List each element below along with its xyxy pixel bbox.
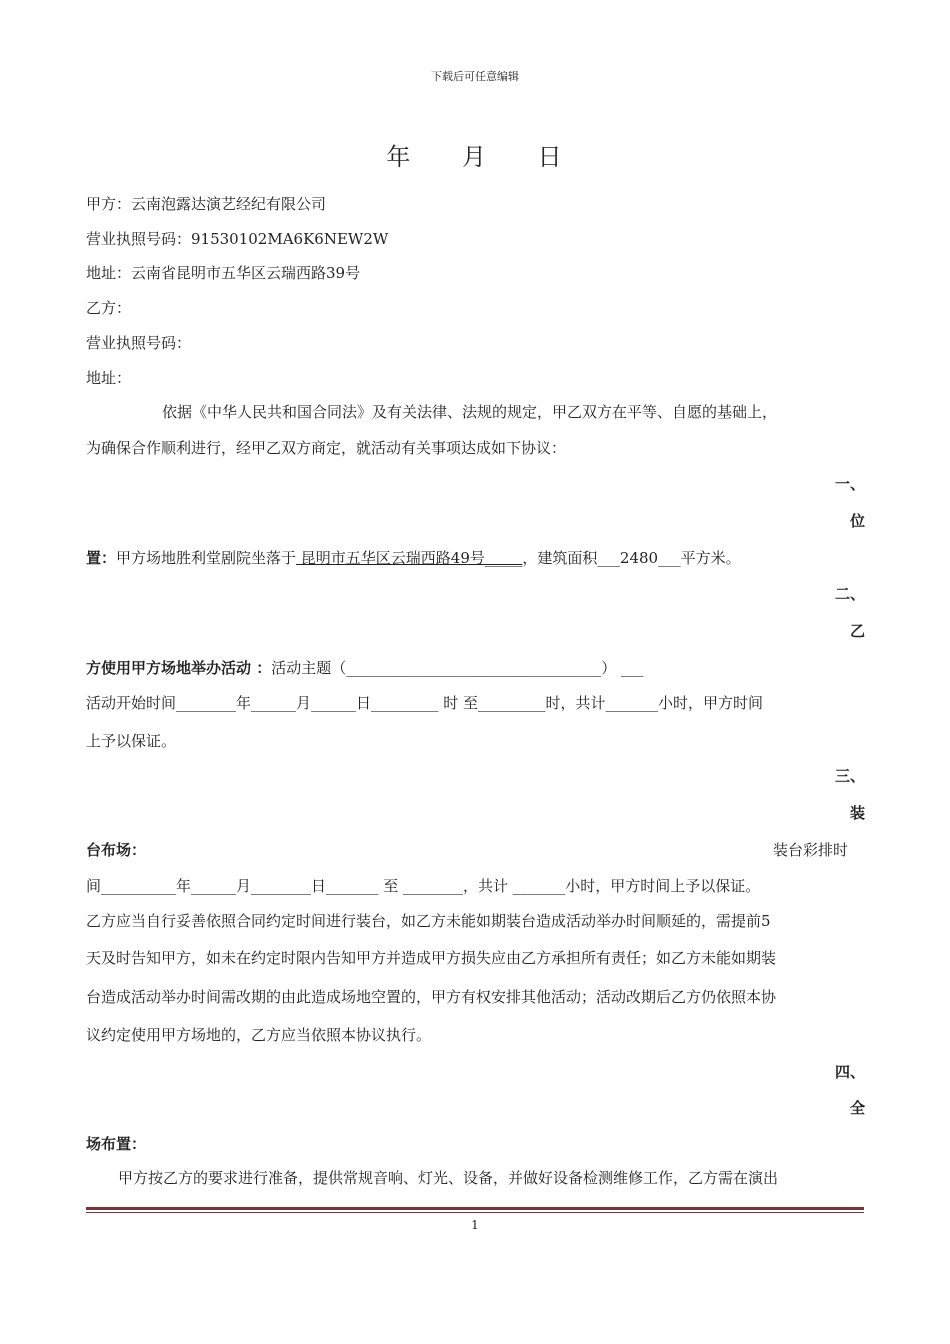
section-3-rehearsal-label: 装台彩排时 [772,841,848,859]
section-1-number: 一、 [834,475,865,493]
page-header-note: 下载后可任意编辑 [431,70,519,83]
section-4-heading: 场布置： [86,1135,147,1153]
intro-line-1: 依据《中华人民共和国合同法》及有关法律、法规的规定，甲乙双方在平等、自愿的基础上， [162,403,778,421]
footer-rule-thick [86,1207,864,1210]
section-3-line-2: 乙方应当自行妥善依照合同约定时间进行装台，如乙方未能如期装台造成活动举办时间顺延的，需提前5 [86,912,771,930]
section-1-location: 昆明市五华区云瑞西路49号_____ [296,549,523,567]
title-month: 月 [462,143,488,171]
section-1-text-c: 平方米。 [680,549,741,567]
party-a-license: 营业执照号码：91530102MA6K6NEW2W [86,230,389,248]
section-3-char: 装 [849,804,865,822]
section-2-number: 二、 [834,585,865,603]
section-1-text-a: 甲方场地胜利堂剧院坐落于 [116,549,297,567]
section-2-heading-line [86,658,644,678]
page-number: 1 [471,1218,479,1232]
section-1-line [86,548,741,568]
title-year: 年 [386,143,413,171]
section-4-number: 四、 [834,1063,865,1081]
section-4-line-1: 甲方按乙方的要求进行准备，提供常规音响、灯光、设备，并做好设备检测维修工作，乙方需在演出 [118,1169,779,1187]
section-3-line-4: 台造成活动举办时间需改期的由此造成场地空置的，甲方有权安排其他活动；活动改期后乙方仍依照本协 [86,988,777,1006]
section-2-time-line: 活动开始时间________年______月______日_________ 时 至_________时，共计_______小时，甲方时间 [86,694,764,712]
section-2-theme: 活动主题（__________________________________） ___ [271,659,644,677]
party-a-name: 甲方：云南泡露达演艺经纪有限公司 [86,195,327,213]
section-3-line-3: 天及时告知甲方，如未在约定时限内告知甲方并造成甲方损失应由乙方承担所有责任；如乙方未能如期装 [86,949,777,967]
party-b-license: 营业执照号码： [86,334,192,352]
section-4-char: 全 [849,1099,865,1117]
party-b-name: 乙方： [86,299,132,317]
section-1-text-b: ，建筑面积 [522,549,598,567]
section-2-heading: 方使用甲方场地举办活动 ： [86,659,272,677]
section-3-number: 三、 [834,767,865,785]
intro-line-2: 为确保合作顺利进行，经甲乙双方商定，就活动有关事项达成如下协议： [86,439,567,457]
section-1-area: ___2480___ [597,549,681,567]
date-title [0,137,950,172]
section-2-guarantee: 上予以保证。 [86,732,177,750]
section-1-char: 位 [849,512,865,530]
section-3-line-1: 间__________年______月________日_______ 至 ________，共计 _______小时，甲方时间上予以保证。 [86,877,761,895]
section-1-heading: 置： [86,549,117,567]
section-3-heading: 台布场： [86,841,147,859]
title-day: 日 [537,143,564,171]
party-b-address: 地址： [86,369,132,387]
footer-rule-thin [86,1212,864,1213]
section-3-line-5: 议约定使用甲方场地的，乙方应当依照本协议执行。 [86,1026,432,1044]
party-a-address: 地址：云南省昆明市五华区云瑞西路39号 [86,264,361,282]
section-2-char: 乙 [849,622,865,640]
